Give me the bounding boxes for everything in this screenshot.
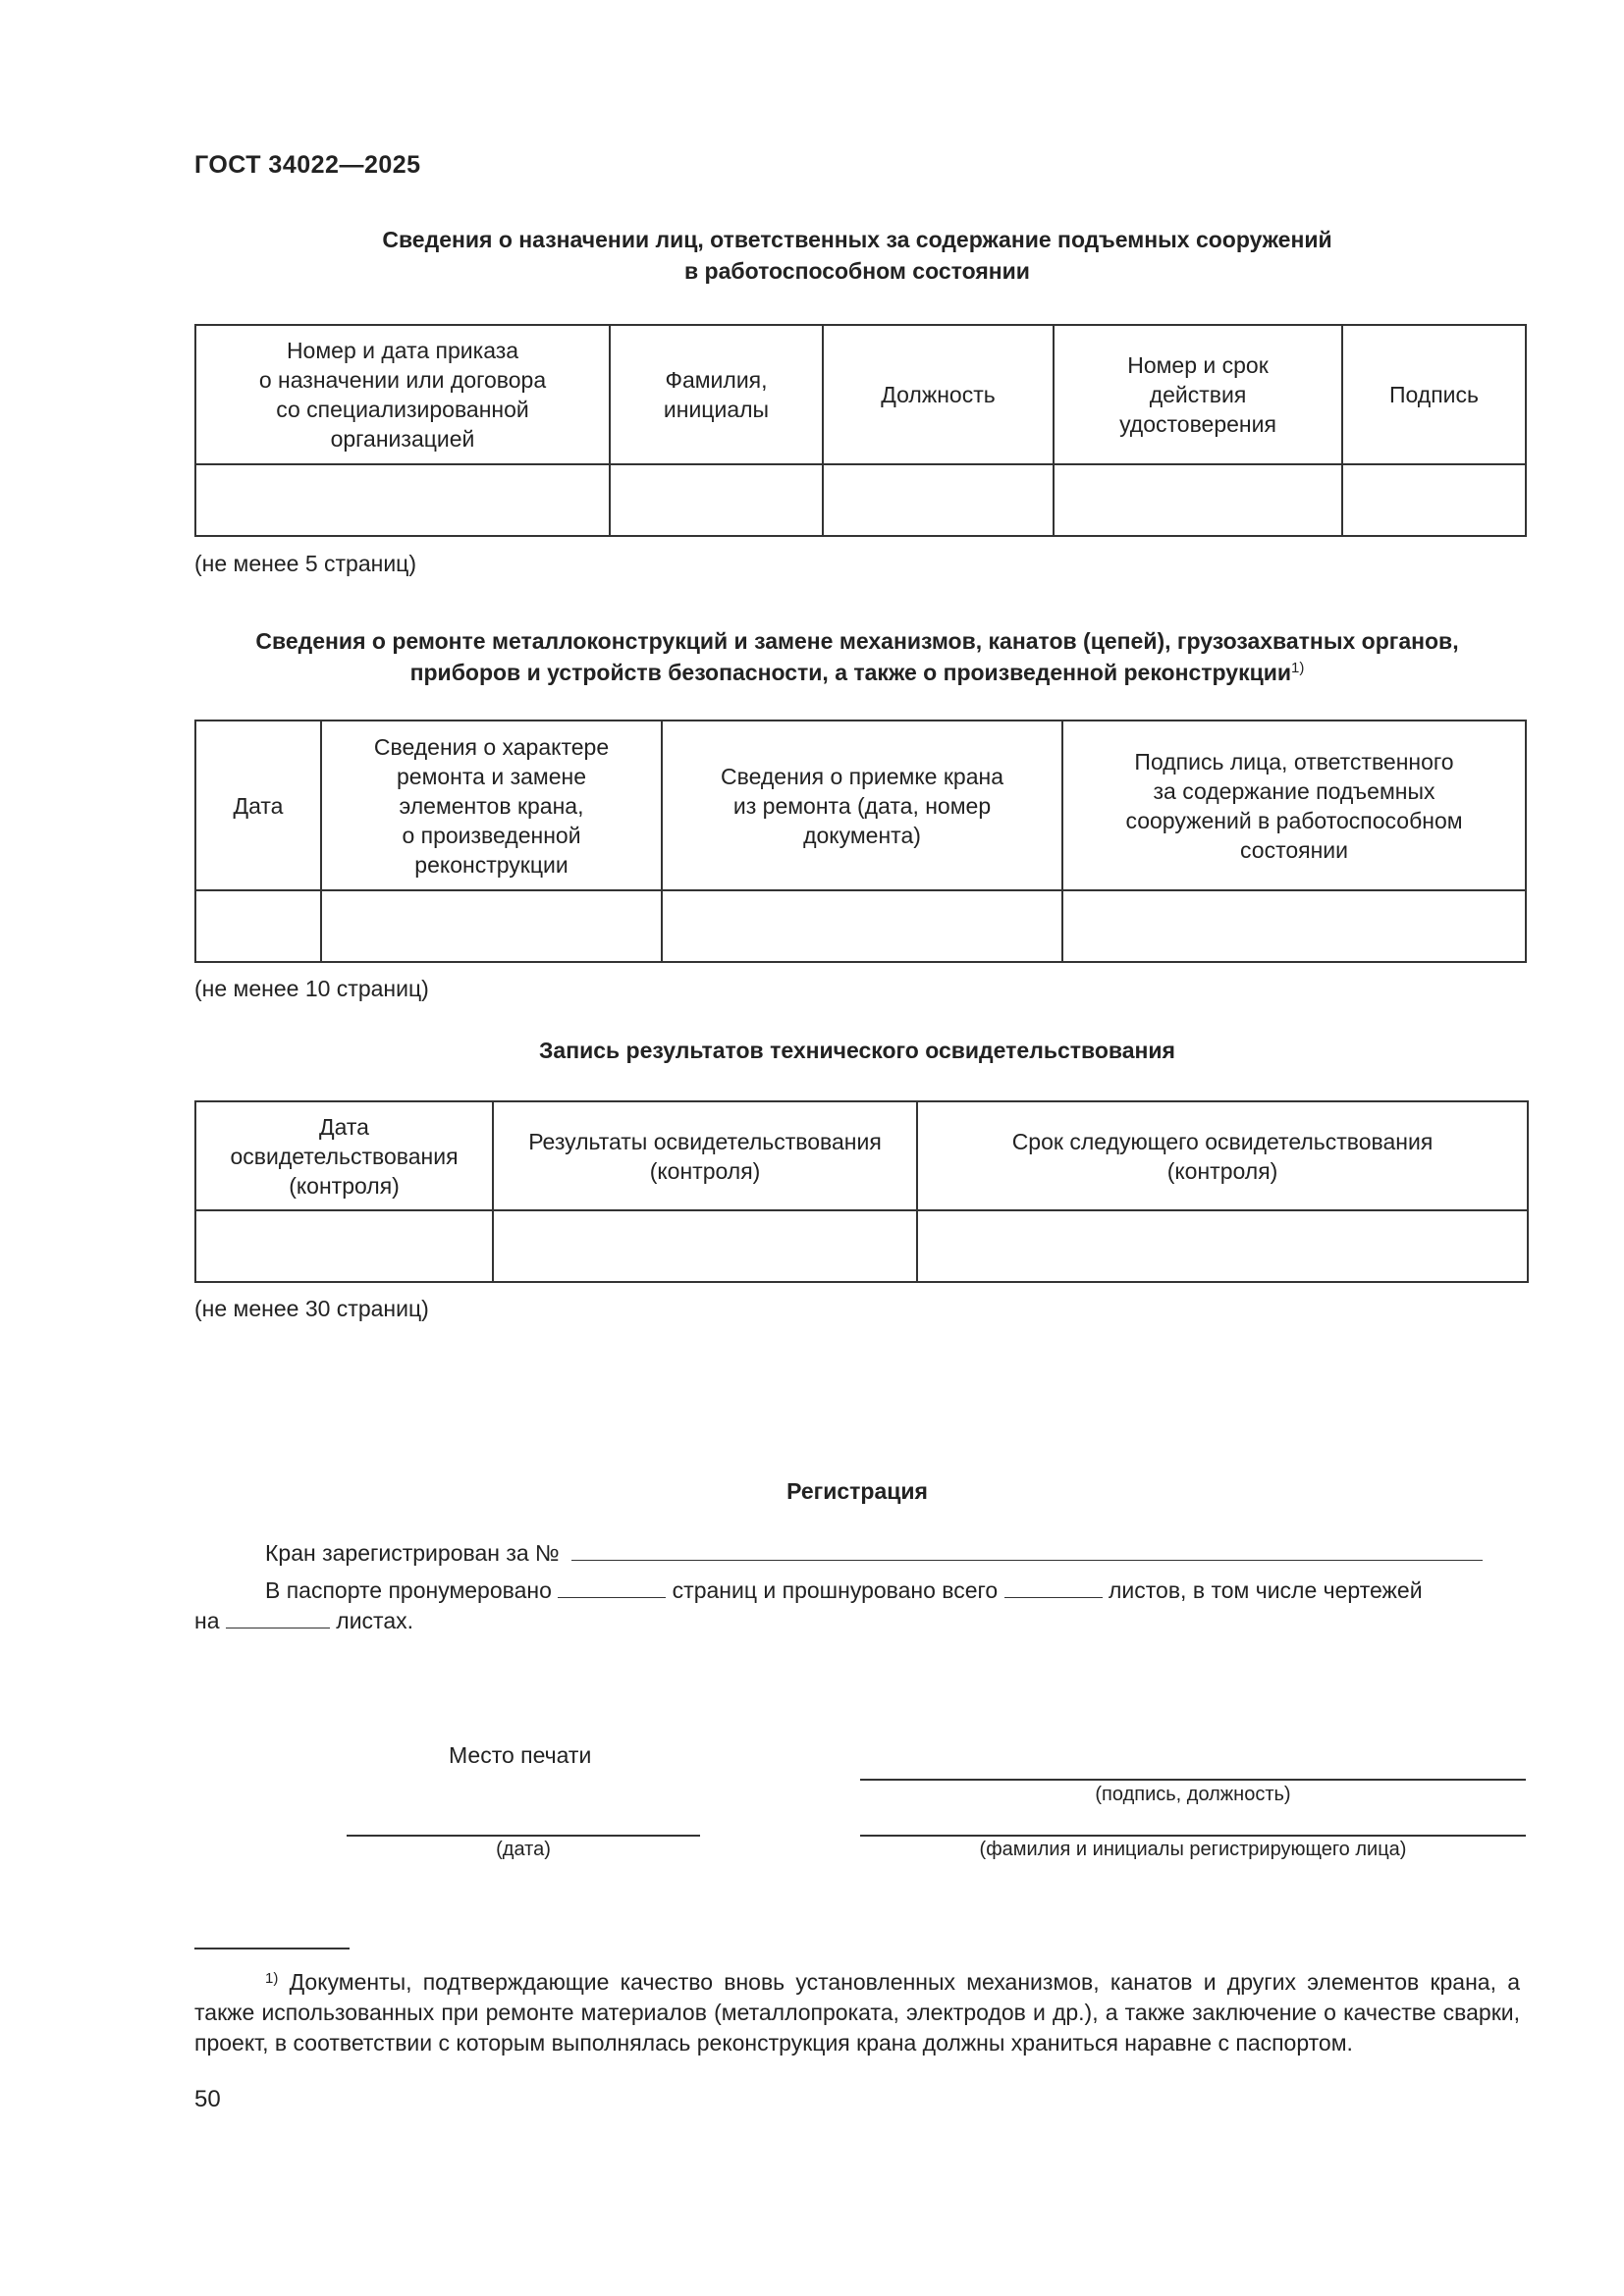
section2-title (194, 625, 1520, 688)
table-header-row (195, 1101, 1528, 1210)
empty-cell[interactable] (1054, 464, 1342, 536)
date-line[interactable] (347, 1835, 700, 1837)
registration-title: Регистрация (786, 1478, 928, 1504)
section2-title-line1: Сведения о ремонте металлоконструкций и замене механизмов, канатов (цепей), грузозахватных органов, (255, 628, 1459, 654)
header-repair-details: Сведения о характере ремонта и замене элементов крана, о произведенной реконструкции (321, 721, 662, 890)
header-date: Дата (195, 721, 321, 890)
empty-cell[interactable] (917, 1210, 1528, 1282)
date-caption: (дата) (496, 1839, 551, 1860)
drawing-sheets-field[interactable] (226, 1606, 330, 1629)
section3-title: Запись результатов технического освидетельствования (539, 1038, 1175, 1063)
section2-note: (не менее 10 страниц) (194, 976, 429, 1001)
footnote-separator (194, 1948, 350, 1949)
empty-cell[interactable] (195, 890, 321, 962)
table-inspection-results (194, 1100, 1529, 1283)
registration-number-line: Кран зарегистрирован за № (265, 1538, 1527, 1568)
section1-title-line1: Сведения о назначении лиц, ответственных за содержание подъемных сооружений (382, 227, 1332, 252)
empty-cell[interactable] (662, 890, 1062, 962)
section1-note: (не менее 5 страниц) (194, 551, 417, 576)
empty-cell[interactable] (195, 1210, 493, 1282)
header-certificate-number-term: Номер и срок действия удостоверения (1054, 325, 1342, 464)
footnote-text: $^{1)}$ Документы, подтверждающие качество вновь установленных механизмов, канатов и других элементов крана, а также использованных при ремонте материалов (металлопроката, электродов и др.), а также заключение о качестве сварки, проект, в соответствии с которым выполнялась реконструкция крана должны храниться наравне с паспортом. (194, 1969, 1520, 2056)
header-order-number-date: Номер и дата приказа о назначении или договора со специализированной организацией (195, 325, 610, 464)
registrar-name-line[interactable] (860, 1835, 1526, 1837)
table-row (195, 890, 1526, 962)
page-number: 50 (194, 2086, 221, 2112)
registration-pages-line: В паспорте пронумеровано страниц и прошнуровано всего листов, в том числе чертежей (265, 1577, 1423, 1603)
empty-cell[interactable] (823, 464, 1054, 536)
table-row (195, 1210, 1528, 1282)
empty-cell[interactable] (1062, 890, 1526, 962)
registration-number-field[interactable] (571, 1538, 1483, 1561)
table-row (195, 464, 1526, 536)
empty-cell[interactable] (610, 464, 823, 536)
section1-title-line2: в работоспособном состоянии (684, 258, 1030, 284)
numbered-pages-field[interactable] (558, 1575, 666, 1598)
table-responsible-persons (194, 324, 1527, 537)
stamp-place-label: Место печати (449, 1742, 592, 1768)
header-next-inspection-term: Срок следующего освидетельствования (контроля) (917, 1101, 1528, 1210)
registration-drawings-line: на листах. (194, 1608, 414, 1633)
header-surname-initials: Фамилия, инициалы (610, 325, 823, 464)
footnote-mark: 1) (265, 1970, 279, 1987)
registrar-name-caption: (фамилия и инициалы регистрирующего лица) (979, 1839, 1407, 1860)
section1-title (194, 224, 1520, 287)
empty-cell[interactable] (321, 890, 662, 962)
empty-cell[interactable] (493, 1210, 917, 1282)
header-position: Должность (823, 325, 1054, 464)
section3-note: (не менее 30 страниц) (194, 1296, 429, 1321)
empty-cell[interactable] (195, 464, 610, 536)
total-sheets-field[interactable] (1004, 1575, 1103, 1598)
footnote-reference-mark: 1) (1291, 660, 1305, 676)
table-header-row (195, 721, 1526, 890)
header-responsible-signature: Подпись лица, ответственного за содержание подъемных сооружений в работоспособном состоянии (1062, 721, 1526, 890)
signature-position-caption: (подпись, должность) (1095, 1784, 1291, 1805)
header-acceptance-details: Сведения о приемке крана из ремонта (дата, номер документа) (662, 721, 1062, 890)
empty-cell[interactable] (1342, 464, 1526, 536)
table-repairs (194, 720, 1527, 963)
signature-position-line[interactable] (860, 1779, 1526, 1781)
table-header-row (195, 325, 1526, 464)
section2-title-line2: приборов и устройств безопасности, а также о произведенной реконструкции$^{1)}$ (409, 660, 1305, 685)
document-standard-header: ГОСТ 34022—2025 (194, 151, 421, 179)
header-inspection-date: Дата освидетельствования (контроля) (195, 1101, 493, 1210)
header-signature: Подпись (1342, 325, 1526, 464)
header-inspection-results: Результаты освидетельствования (контроля) (493, 1101, 917, 1210)
